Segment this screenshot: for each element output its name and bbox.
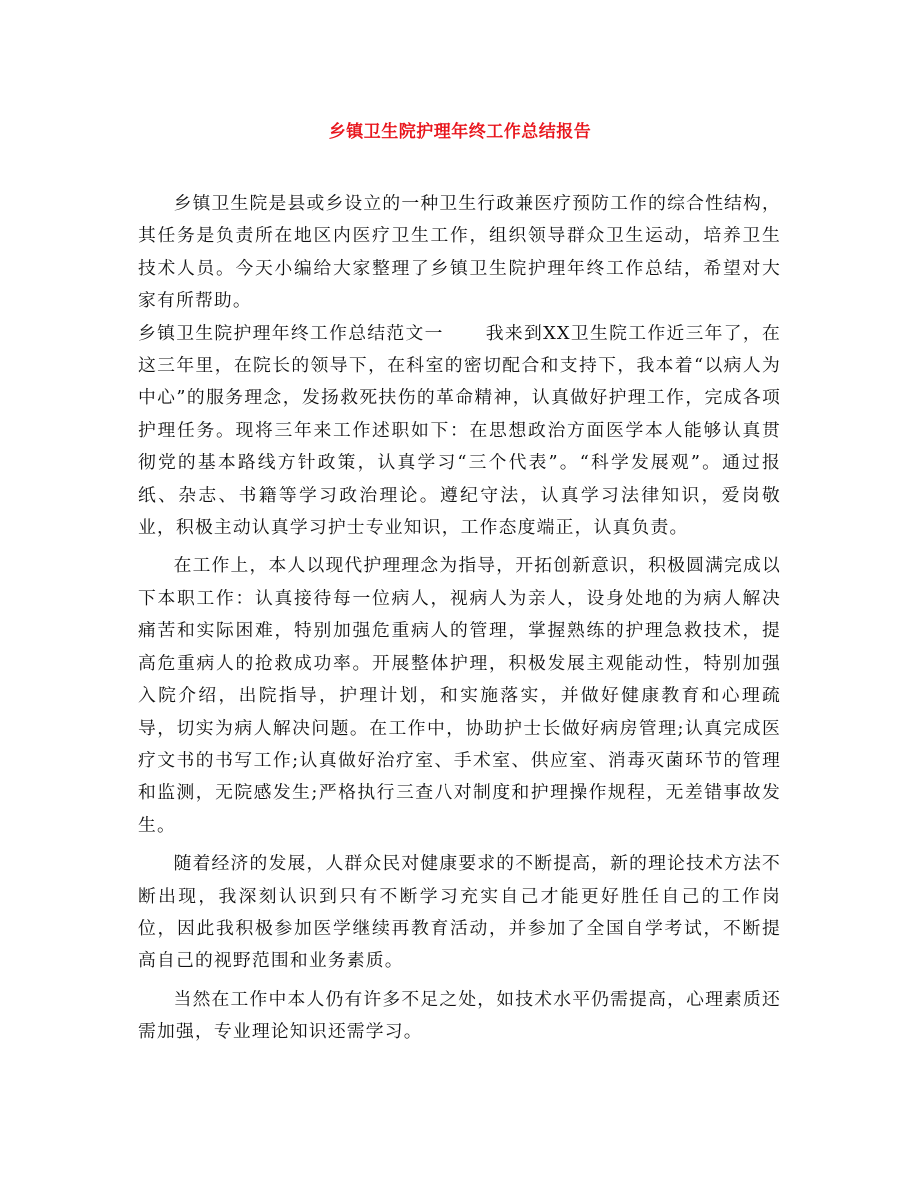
work-paragraph: 在工作上，本人以现代护理理念为指导，开拓创新意识，积极圆满完成以下本职工作：认真接待每一位病人，视病人为亲人，设身处地的为病人解决痛苦和实际困难，特别加强危重病人的管理，掌握熟练的护理急救技术，提高危重病人的抢救成功率。开展整体护理，积极发展主观能动性，特别加强入院介绍，出院指导，护理计划，和实施落实，并做好健康教育和心理疏导，切实为病人解决问题。在工作中，协助护士长做好病房管理;认真完成医疗文书的书写工作;认真做好治疗室、手术室、供应室、消毒灭菌环节的管理和监测，无院感发生;严格执行三查八对制度和护理操作规程，无差错事故发生。 bbox=[138, 555, 781, 836]
section-heading: 乡镇卫生院护理年终工作总结范文一 bbox=[138, 322, 444, 344]
document-title: 乡镇卫生院护理年终工作总结报告 bbox=[328, 122, 592, 142]
shortcomings-paragraph: 当然在工作中本人仍有许多不足之处，如技术水平仍需提高，心理素质还需加强，专业理论知识还需学习。 bbox=[138, 988, 781, 1043]
study-paragraph: 随着经济的发展，人群众民对健康要求的不断提高，新的理论技术方法不断出现，我深刻认识到只有不断学习充实自己才能更好胜任自己的工作岗位，因此我积极参加医学继续再教育活动，并参加了全国自学考试，不断提高自己的视野范围和业务素质。 bbox=[138, 853, 781, 972]
section-first-text: 我来到XX卫生院工作近三年了，在这三年里，在院长的领导下，在科室的密切配合和支持下，我本着“以病人为中心”的服务理念，发扬救死扶伤的革命精神，认真做好护理工作，完成各项护理任务。现将三年来工作述职如下：在思想政治方面医学本人能够认真贯彻党的基本路线方针政策，认真学习“三个代表”。“科学发展观”。通过报纸、杂志、书籍等学习政治理论。遵纪守法，认真学习法律知识，爱岗敬业，积极主动认真学习护士专业知识，工作态度端正，认真负责。 bbox=[138, 322, 781, 539]
intro-paragraph: 乡镇卫生院是县或乡设立的一种卫生行政兼医疗预防工作的综合性结构，其任务是负责所在地区内医疗卫生工作，组织领导群众卫生运动，培养卫生技术人员。今天小编给大家整理了乡镇卫生院护理年终工作总结，希望对大家有所帮助。 bbox=[138, 193, 781, 312]
section-paragraph bbox=[138, 318, 781, 545]
document-body bbox=[138, 188, 781, 1049]
